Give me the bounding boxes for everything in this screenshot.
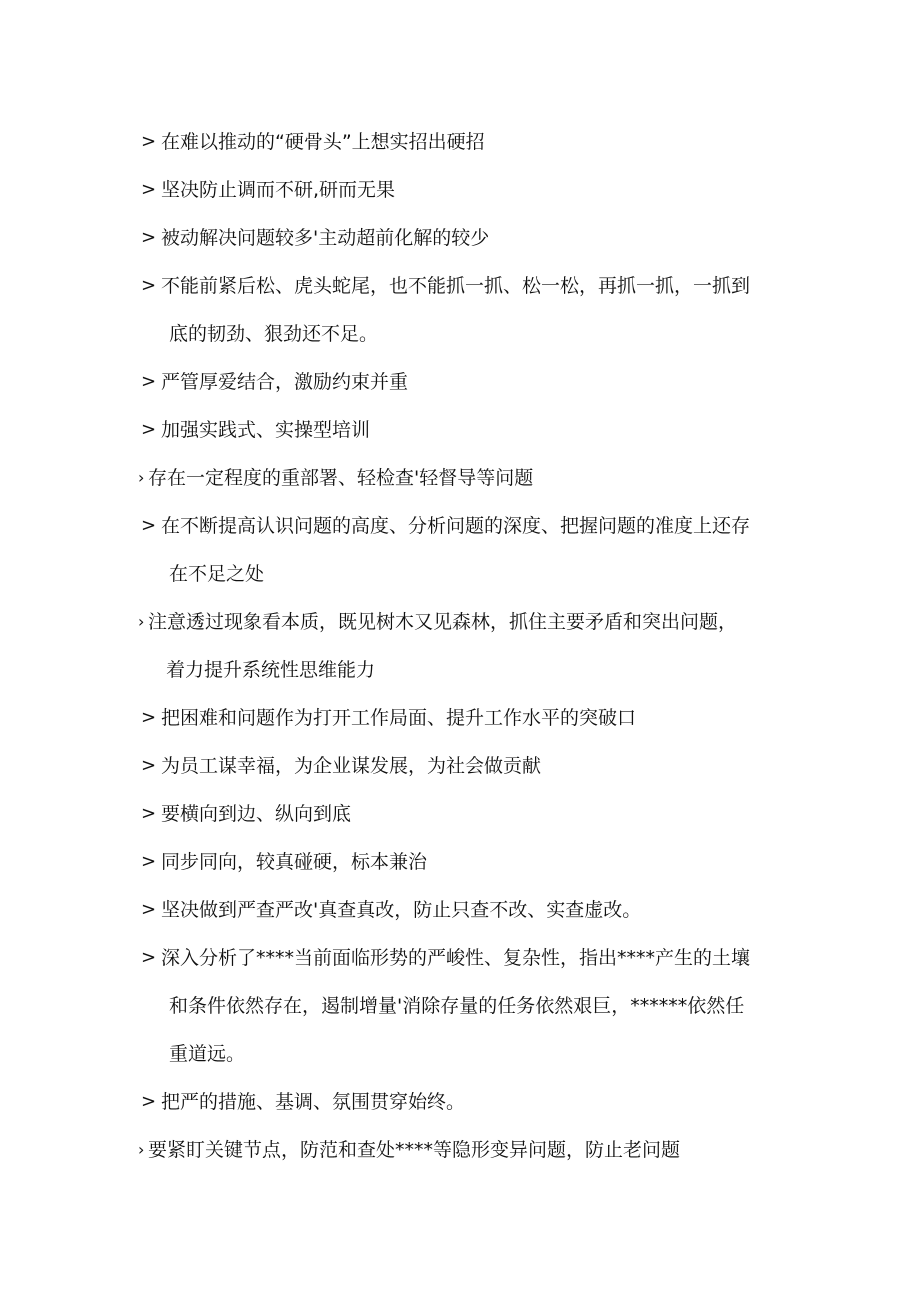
text-line: 重道远。 <box>169 1043 246 1065</box>
bullet-marker: > <box>141 227 157 248</box>
list-item-text <box>148 454 533 502</box>
bullet-marker: > <box>141 371 157 392</box>
bullet-marker: > <box>141 899 157 920</box>
list-item-text <box>161 262 750 358</box>
list-item <box>138 790 798 838</box>
list-item <box>138 166 798 214</box>
text-line: 严管厚爱结合，激励约束并重 <box>161 371 409 393</box>
bullet-marker: > <box>141 419 157 440</box>
list-item <box>138 598 798 694</box>
list-item <box>138 934 798 1078</box>
list-item-text <box>161 214 489 262</box>
text-line: 同步同向，较真碰硬，标本兼治 <box>161 851 428 873</box>
bullet-marker: > <box>141 275 157 296</box>
list-item <box>138 886 798 934</box>
text-line: 和条件依然存在，遏制增量'消除存量的任务依然艰巨，******依然任 <box>169 995 745 1017</box>
list-item-text <box>161 790 351 838</box>
list-item <box>138 262 798 358</box>
list-item-text <box>161 166 395 214</box>
list-item <box>138 1078 798 1126</box>
text-line: 加强实践式、实操型培训 <box>161 419 371 441</box>
text-line: 坚决做到严查严改'真查真改，防止只查不改、实查虚改。 <box>161 899 642 921</box>
text-line: 在难以推动的“硬骨头”上想实招出硬招 <box>161 131 485 153</box>
bullet-marker: > <box>141 1091 157 1112</box>
text-line: 要横向到边、纵向到底 <box>161 803 352 825</box>
text-line: 被动解决问题较多'主动超前化解的较少 <box>161 227 490 249</box>
bullet-marker: > <box>141 755 157 776</box>
list-item-text <box>161 406 370 454</box>
list-item-text <box>161 358 408 406</box>
text-line: 要紧盯关键节点，防范和查处****等隐形变异问题，防止老问题 <box>148 1139 681 1161</box>
text-line: 把严的措施、基调、氛围贯穿始终。 <box>161 1091 466 1113</box>
text-line: 底的韧劲、狠劲还不足。 <box>169 323 379 345</box>
list-item-text <box>161 934 750 1078</box>
list-item-text <box>161 838 427 886</box>
bullet-marker: > <box>141 179 157 200</box>
bullet-marker: > <box>141 947 157 968</box>
bullet-marker: › <box>138 612 145 631</box>
text-line: 坚决防止调而不研,研而无果 <box>161 179 396 201</box>
list-item-text <box>161 1078 465 1126</box>
text-line: 在不断提高认识问题的高度、分析问题的深度、把握问题的准度上还存 <box>161 515 751 537</box>
list-item <box>138 406 798 454</box>
bullet-marker: > <box>141 131 157 152</box>
bullet-list <box>138 118 798 1174</box>
bullet-marker: > <box>141 707 157 728</box>
list-item-text <box>161 742 541 790</box>
text-line: 深入分析了****当前面临形势的严峻性、复杂性，指出****产生的土壤 <box>161 947 751 969</box>
list-item-text <box>148 598 737 694</box>
list-item-text <box>161 502 750 598</box>
text-line: 把困难和问题作为打开工作局面、提升工作水平的突破口 <box>161 707 637 729</box>
list-item <box>138 694 798 742</box>
text-line: 存在一定程度的重部署、轻检查'轻督导等问题 <box>148 467 534 489</box>
list-item-text <box>161 694 636 742</box>
text-line: 在不足之处 <box>169 563 265 585</box>
list-item <box>138 502 798 598</box>
text-line: 着力提升系统性思维能力 <box>166 659 376 681</box>
list-item <box>138 358 798 406</box>
list-item <box>138 454 798 502</box>
list-item <box>138 118 798 166</box>
text-line: 注意透过现象看本质，既见树木又见森林，抓住主要矛盾和突出问题， <box>148 611 738 633</box>
bullet-marker: › <box>138 468 145 487</box>
text-line: 不能前紧后松、虎头蛇尾，也不能抓一抓、松一松，再抓一抓，一抓到 <box>161 275 751 297</box>
bullet-marker: > <box>141 803 157 824</box>
list-item <box>138 742 798 790</box>
bullet-marker: > <box>141 851 157 872</box>
list-item-text <box>161 886 641 934</box>
list-item <box>138 838 798 886</box>
list-item-text <box>148 1126 680 1174</box>
bullet-marker: › <box>138 1140 145 1159</box>
bullet-marker: > <box>141 515 157 536</box>
list-item <box>138 214 798 262</box>
list-item-text <box>161 118 485 166</box>
text-line: 为员工谋幸福，为企业谋发展，为社会做贡献 <box>161 755 542 777</box>
list-item <box>138 1126 798 1174</box>
